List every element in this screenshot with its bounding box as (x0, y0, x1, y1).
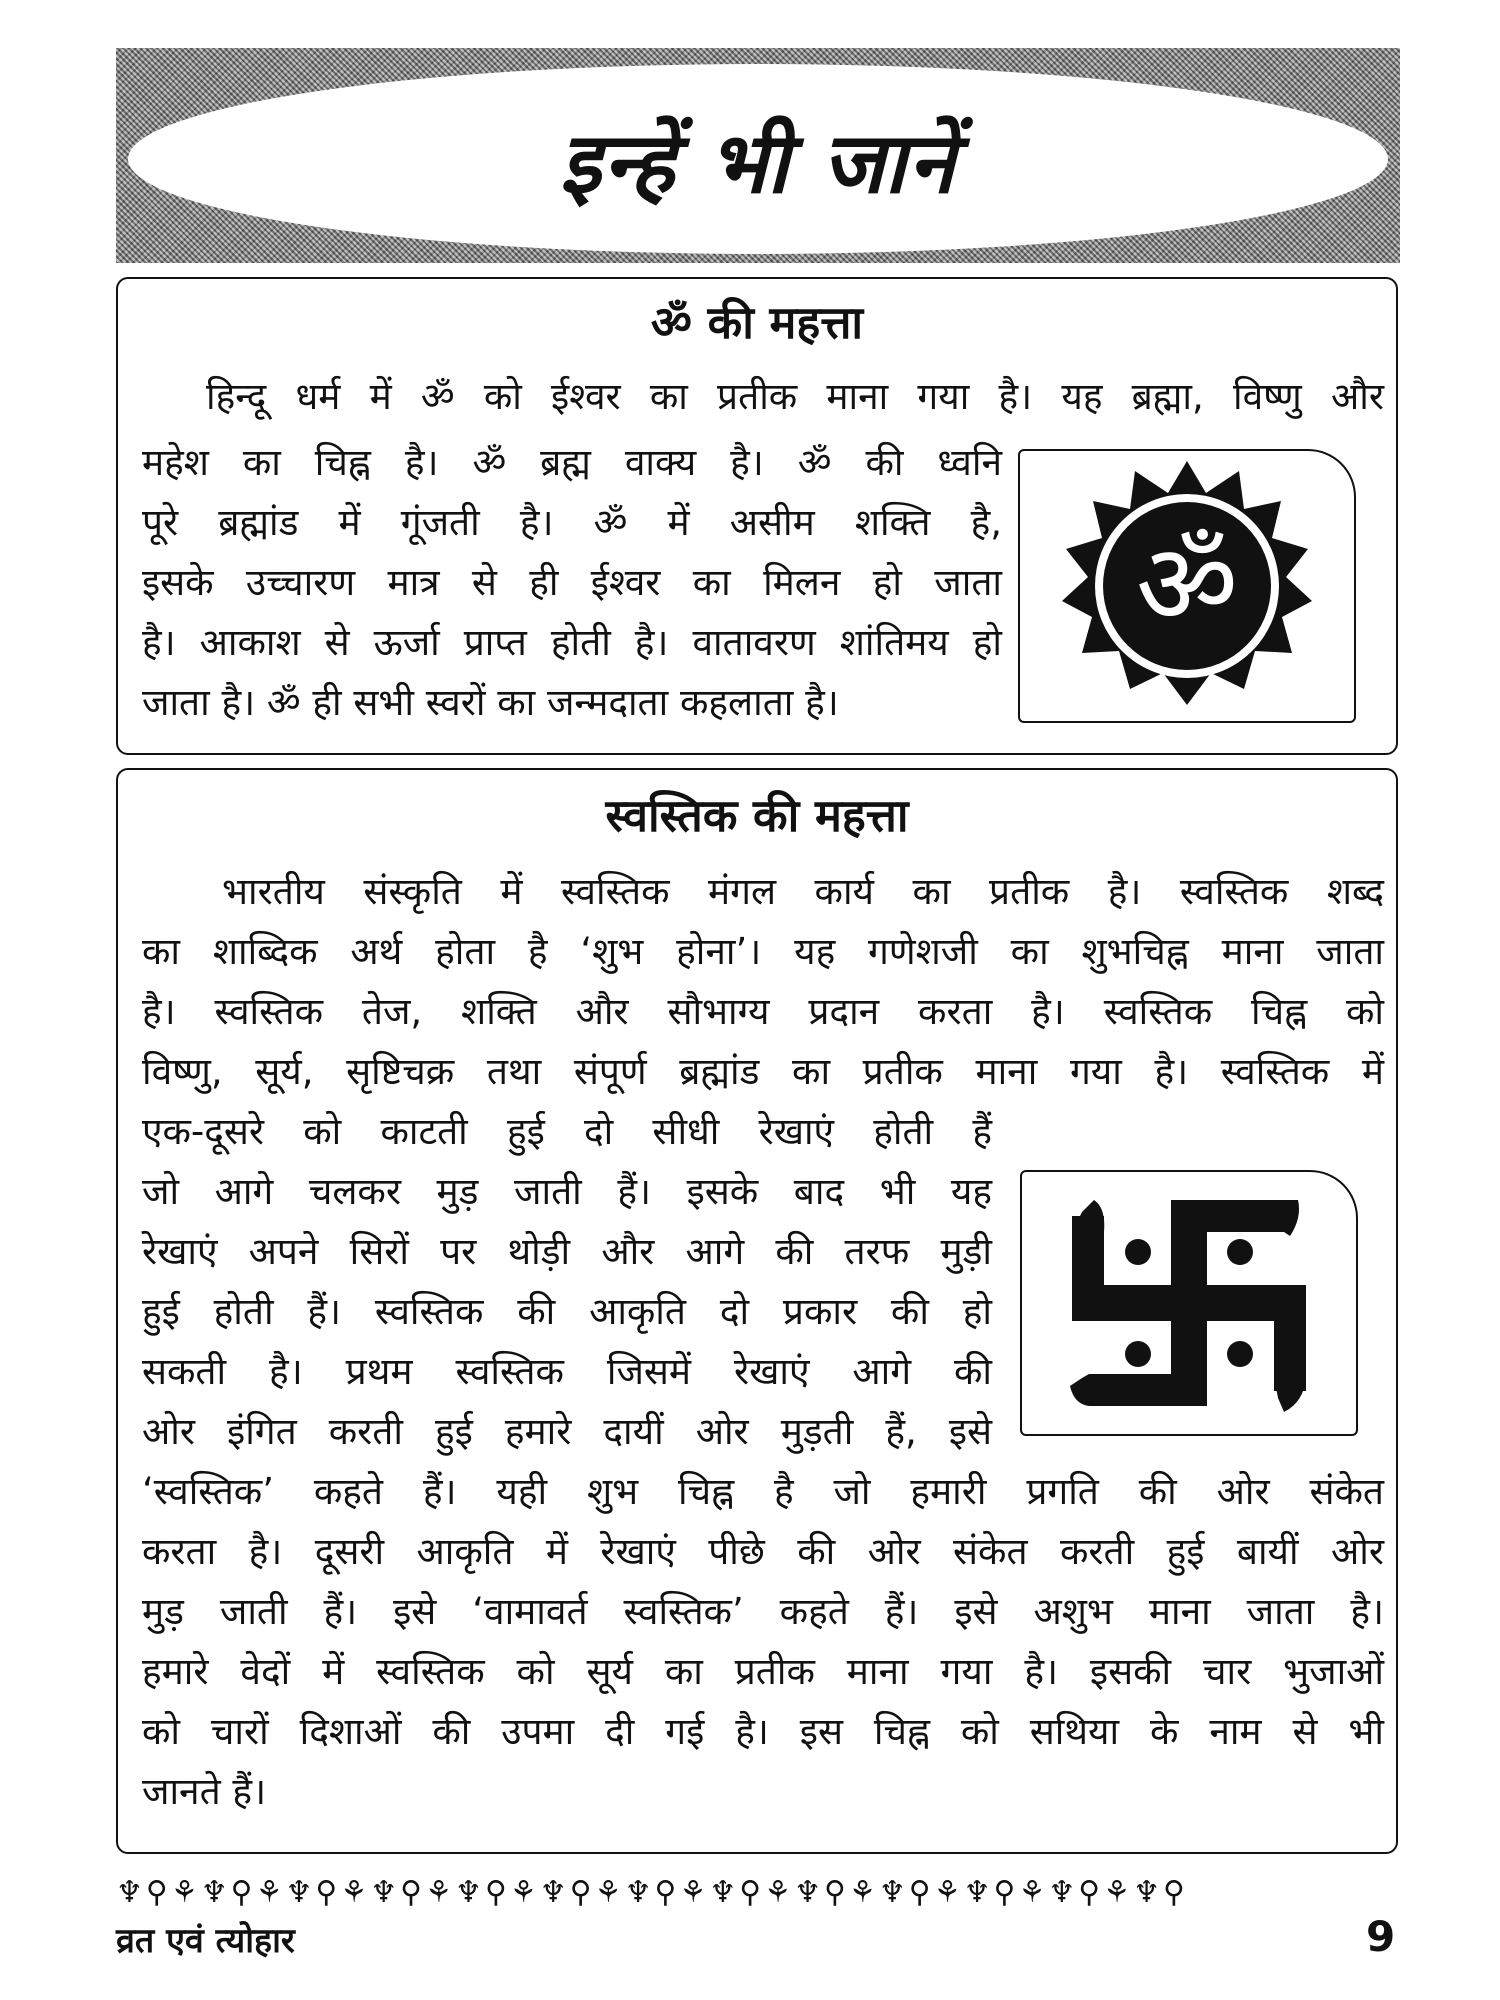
swastik-heading: स्वस्तिक की महत्ता (605, 789, 909, 842)
om-section (116, 277, 1398, 755)
om-text-line: है। आकाश से ऊर्जा प्राप्त होती है। वातावरण शांतिमय हो (142, 621, 1002, 664)
swastik-text-line: है। स्वस्तिक तेज, शक्ति और सौभाग्य प्रदान करता है। स्वस्तिक चिह्न को (142, 990, 1384, 1033)
page-number: 9 (1366, 1912, 1396, 1961)
swastik-text-line: रेखाएं अपने सिरों पर थोड़ी और आगे की तरफ मुड़ी (142, 1230, 992, 1273)
title-oval (128, 64, 1388, 254)
om-text-line: इसके उच्चारण मात्र से ही ईश्वर का मिलन हो जाता (142, 561, 1002, 604)
book-title: व्रत एवं त्योहार (116, 1921, 295, 1961)
swastika-icon (1022, 1172, 1356, 1434)
om-text-line: हिन्दू धर्म में ॐ को ईश्वर का प्रतीक माना गया है। यह ब्रह्मा, विष्णु और (206, 375, 1384, 418)
om-text-line: महेश का चिह्न है। ॐ ब्रह्म वाक्य है। ॐ की ध्वनि (142, 441, 1002, 484)
swastika-image (1020, 1170, 1358, 1436)
swastik-text-line: ओर इंगित करती हुई हमारे दायीं ओर मुड़ती हैं, इसे (142, 1410, 992, 1453)
om-heading: ॐ की महत्ता (650, 296, 864, 349)
swastik-text-line: मुड़ जाती हैं। इसे ‘वामावर्त स्वस्तिक’ कहते हैं। इसे अशुभ माना जाता है। (142, 1590, 1384, 1633)
swastik-text-line: का शाब्दिक अर्थ होता है ‘शुभ होना’। यह गणेशजी का शुभचिह्न माना जाता (142, 930, 1384, 973)
swastik-text-line: जो आगे चलकर मुड़ जाती हैं। इसके बाद भी यह (142, 1170, 992, 1213)
swastik-text-line: भारतीय संस्कृति में स्वस्तिक मंगल कार्य का प्रतीक है। स्वस्तिक शब्द (222, 870, 1384, 913)
om-text-line: जाता है। ॐ ही सभी स्वरों का जन्मदाता कहलाता है। (142, 681, 839, 724)
om-text-line: पूरे ब्रह्मांड में गूंजती है। ॐ में असीम शक्ति है, (142, 501, 1002, 544)
om-symbol: ॐ (1135, 520, 1239, 650)
swastik-text-line: हुई होती हैं। स्वस्तिक की आकृति दो प्रकार की हो (142, 1290, 992, 1333)
om-star-icon (1020, 451, 1354, 721)
swastik-text-line: एक-दूसरे को काटती हुई दो सीधी रेखाएं होती हैं (142, 1110, 992, 1153)
swastik-text-line: जानते हैं। (142, 1770, 267, 1813)
title-banner (116, 48, 1400, 263)
page-title: इन्हें भी जानें (559, 113, 957, 212)
swastik-section (116, 768, 1398, 1854)
decorative-glyph-row: ♆⚲⚘♆⚲⚘♆⚲⚘♆⚲⚘♆⚲⚘♆⚲⚘♆⚲⚘♆⚲⚘♆⚲⚘♆⚲⚘♆⚲⚘♆⚲⚘♆⚲ (116, 1874, 1189, 1910)
swastik-text-line: हमारे वेदों में स्वस्तिक को सूर्य का प्रतीक माना गया है। इसकी चार भुजाओं (142, 1650, 1384, 1693)
swastik-text-line: करता है। दूसरी आकृति में रेखाएं पीछे की ओर संकेत करती हुई बायीं ओर (142, 1530, 1384, 1573)
swastik-text-line: को चारों दिशाओं की उपमा दी गई है। इस चिह्न को सथिया के नाम से भी (142, 1710, 1384, 1753)
decorative-border (116, 1872, 1396, 1912)
om-image (1018, 449, 1356, 723)
swastik-text-line: विष्णु, सूर्य, सृष्टिचक्र तथा संपूर्ण ब्रह्मांड का प्रतीक माना गया है। स्वस्तिक में (142, 1050, 1384, 1093)
swastik-text-line: ‘स्वस्तिक’ कहते हैं। यही शुभ चिह्न है जो हमारी प्रगति की ओर संकेत (142, 1470, 1384, 1513)
swastik-text-line: सकती है। प्रथम स्वस्तिक जिसमें रेखाएं आगे की (142, 1350, 992, 1393)
